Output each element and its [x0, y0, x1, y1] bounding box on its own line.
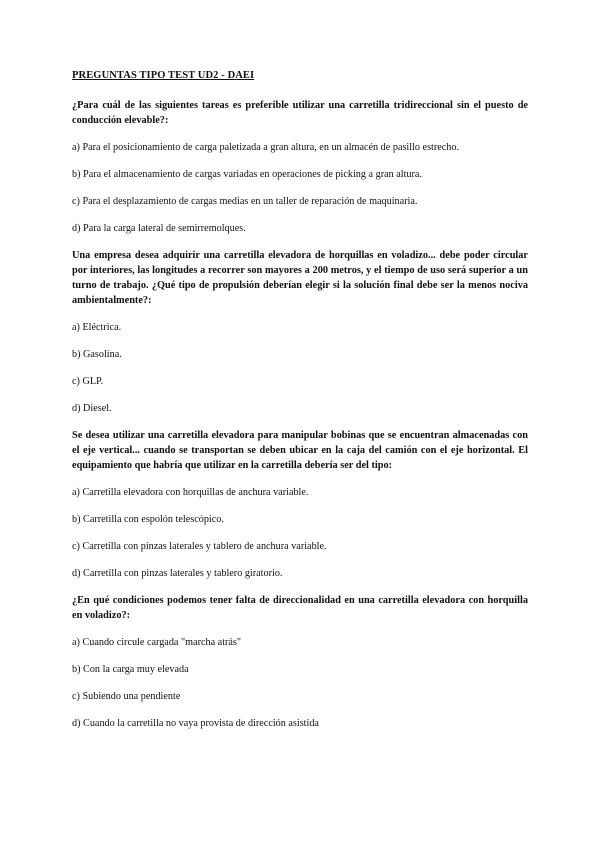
answer-option: a) Eléctrica. [72, 322, 122, 333]
question-block [72, 428, 528, 581]
answer-option: b) Para el almacenamiento de cargas variadas en operaciones de picking a gran altura. [72, 169, 422, 180]
answer-option: d) Diesel. [72, 403, 112, 414]
answer-option: c) Para el desplazamiento de cargas medias en un taller de reparación de maquinaria. [72, 196, 418, 207]
answer-option: d) Cuando la carretilla no vaya provista de dirección asistida [72, 718, 319, 729]
answer-option: c) GLP. [72, 376, 104, 387]
answer-option: b) Gasolina. [72, 349, 122, 360]
answer-option: c) Carretilla con pinzas laterales y tablero de anchura variable. [72, 541, 327, 552]
question-block [72, 248, 528, 416]
answer-option: a) Carretilla elevadora con horquillas de anchura variable. [72, 487, 309, 498]
question-text: Se desea utilizar una carretilla elevadora para manipular bobinas que se encuentran almacenadas con el eje vertical... cuando se transportan se deben ubicar en la caja del camión con el eje horizontal. El equipamiento que habría que utilizar en la carretilla debería ser del tipo: [72, 430, 528, 471]
answer-option: b) Con la carga muy elevada [72, 664, 189, 675]
document-content [72, 70, 528, 743]
answer-option: d) Para la carga lateral de semirremolques. [72, 223, 246, 234]
answer-option: a) Para el posicionamiento de carga paletizada a gran altura, en un almacén de pasillo estrecho. [72, 142, 460, 153]
question-text: ¿En qué condiciones podemos tener falta de direccionalidad en una carretilla elevadora con horquilla en voladizo?: [72, 595, 528, 621]
question-text: ¿Para cuál de las siguientes tareas es preferible utilizar una carretilla tridireccional sin el puesto de conducción elevable?: [72, 100, 528, 126]
answer-option: c) Subiendo una pendiente [72, 691, 181, 702]
question-block [72, 98, 528, 236]
answer-option: d) Carretilla con pinzas laterales y tablero giratorio. [72, 568, 283, 579]
answer-option: b) Carretilla con espolón telescópico. [72, 514, 224, 525]
question-text: Una empresa desea adquirir una carretilla elevadora de horquillas en voladizo... debe poder circular por interiores, las longitudes a recorrer son mayores a 200 metros, y el tiempo de uso será superior a un turno de trabajo. ¿Qué tipo de propulsión deberían elegir si la solución final debe ser la menos nociva ambientalmente?: [72, 250, 528, 306]
document-title: PREGUNTAS TIPO TEST UD2 - DAEI [72, 70, 255, 81]
answer-option: a) Cuando circule cargada "marcha atrás" [72, 637, 242, 648]
question-block [72, 593, 528, 731]
